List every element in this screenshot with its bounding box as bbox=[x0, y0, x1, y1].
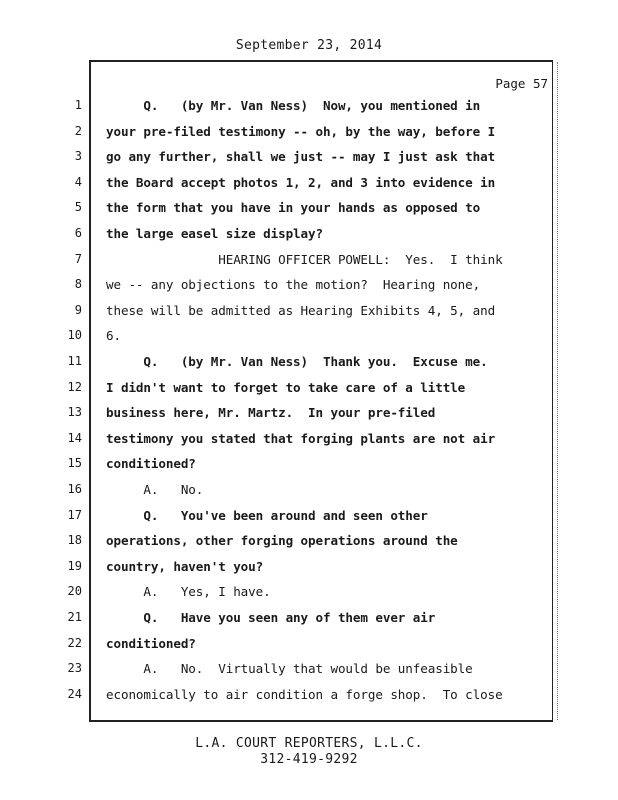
transcript-line: business here, Mr. Martz. In your pre-filed bbox=[106, 405, 436, 421]
transcript-line: we -- any objections to the motion? Hearing none, bbox=[106, 277, 481, 293]
line-number: 22 bbox=[67, 635, 82, 650]
line-number: 21 bbox=[67, 610, 82, 624]
transcript-line: I didn't want to forget to take care of a little bbox=[106, 379, 466, 395]
line-number: 24 bbox=[67, 686, 82, 701]
line-number: 15 bbox=[67, 456, 82, 471]
header-date: September 23, 2014 bbox=[235, 38, 383, 53]
line-number: 14 bbox=[67, 430, 82, 445]
line-number: 16 bbox=[67, 482, 82, 496]
line-number: 5 bbox=[74, 200, 82, 215]
line-number: 8 bbox=[74, 277, 82, 292]
transcript-line: Q. (by Mr. Van Ness) Thank you. Excuse me. bbox=[106, 354, 488, 369]
transcript-line: conditioned? bbox=[106, 635, 196, 651]
transcript-line: these will be admitted as Hearing Exhibits 4, 5, and bbox=[106, 302, 496, 318]
line-number: 12 bbox=[67, 379, 82, 394]
transcript-line: go any further, shall we just -- may I just ask that bbox=[106, 149, 496, 165]
line-number: 7 bbox=[74, 251, 82, 266]
line-number: 6 bbox=[74, 226, 82, 240]
transcript-line: your pre-filed testimony -- oh, by the way, before I bbox=[106, 123, 496, 139]
line-number: 13 bbox=[67, 405, 82, 420]
line-number: 11 bbox=[67, 354, 82, 368]
line-number: 23 bbox=[67, 661, 82, 676]
footer-company: L.A. COURT REPORTERS, L.L.C. bbox=[195, 736, 423, 751]
line-number: 20 bbox=[67, 584, 82, 599]
transcript-line: the Board accept photos 1, 2, and 3 into evidence in bbox=[106, 174, 496, 190]
transcript-line: economically to air condition a forge shop. To close bbox=[106, 686, 503, 702]
line-number: 10 bbox=[67, 328, 82, 343]
transcript-line: Q. You've been around and seen other bbox=[106, 507, 428, 523]
transcript-line: conditioned? bbox=[106, 456, 196, 472]
transcript-line: HEARING OFFICER POWELL: Yes. I think bbox=[106, 251, 503, 267]
line-number: 3 bbox=[74, 149, 82, 164]
transcript-line: A. No. Virtually that would be unfeasible bbox=[106, 661, 473, 677]
transcript-line: operations, other forging operations around the bbox=[106, 533, 458, 549]
line-number: 2 bbox=[74, 123, 82, 138]
transcript-line: testimony you stated that forging plants are not air bbox=[106, 430, 496, 446]
transcript-line: A. No. bbox=[106, 482, 204, 497]
line-number: 18 bbox=[67, 533, 82, 548]
page-number: Page 57 bbox=[495, 76, 548, 91]
transcript-line: Q. (by Mr. Van Ness) Now, you mentioned in bbox=[106, 98, 481, 113]
line-number: 9 bbox=[74, 302, 82, 317]
transcript-line: country, haven't you? bbox=[106, 558, 264, 574]
transcript-line: Q. Have you seen any of them ever air bbox=[106, 610, 436, 625]
line-number: 1 bbox=[74, 98, 82, 112]
line-number: 4 bbox=[74, 174, 82, 189]
transcript-line: 6. bbox=[106, 328, 121, 344]
line-number: 19 bbox=[67, 558, 82, 573]
transcript-line: the large easel size display? bbox=[106, 226, 323, 241]
line-number: 17 bbox=[67, 507, 82, 522]
transcript-line: the form that you have in your hands as opposed to bbox=[106, 200, 481, 216]
footer-phone: 312-419-9292 bbox=[260, 752, 358, 767]
transcript-line: A. Yes, I have. bbox=[106, 584, 271, 600]
